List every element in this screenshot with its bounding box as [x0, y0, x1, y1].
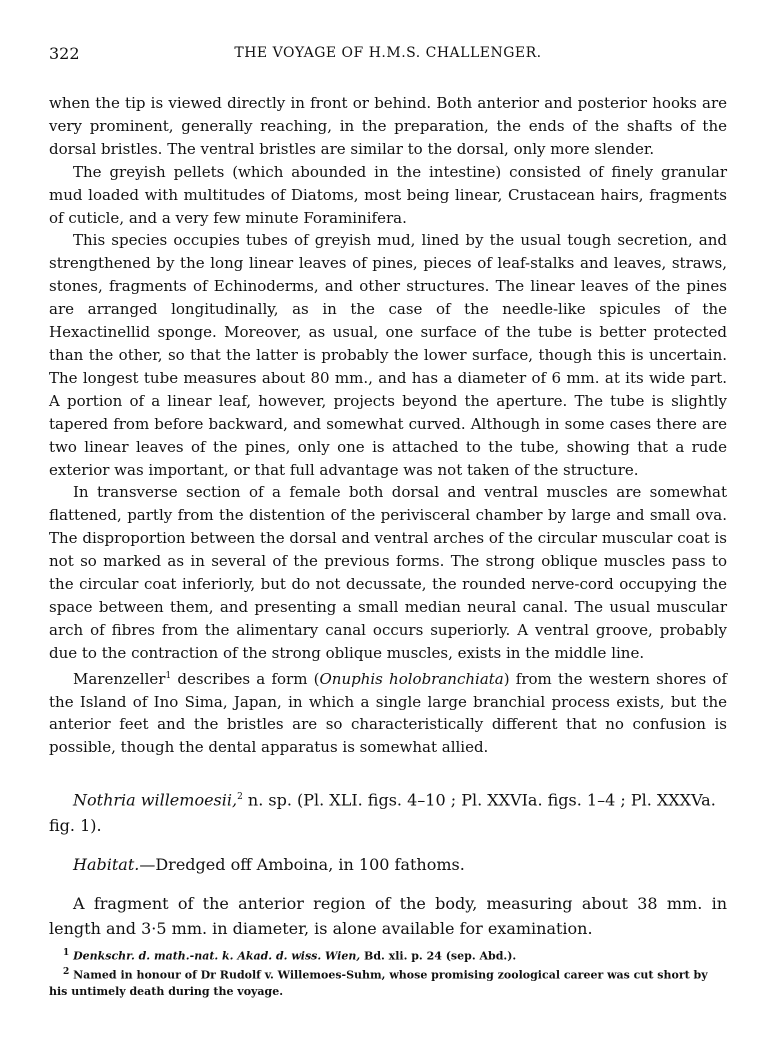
footnote-ref-1: 1: [165, 670, 172, 681]
footnote-source: Denkschr. d. math.-nat. k. Akad. d. wiss. Wien,: [73, 949, 361, 963]
running-title: THE VOYAGE OF H.M.S. CHALLENGER.: [234, 45, 542, 61]
paragraph-marenzeller: [49, 665, 727, 760]
habitat-text: —Dredged off Amboina, in 100 fathoms.: [139, 854, 465, 874]
species-description: A fragment of the anterior region of the body, measuring about 38 mm. in length and 3·5 mm. in diameter, is alone available for examination.: [49, 893, 727, 938]
paragraph-tubes: This species occupies tubes of greyish mud, lined by the usual tough secretion, and strengthened by the long linear leaves of pines, pieces of leaf-stalks and leaves, straws, stones, fragments of Echinoderms, and other structures. The linear leaves of the pines are arranged longitudinally, as in the case of the needle-like spicules of the Hexactinellid sponge. Moreover, as usual, one surface of the tube is better protected than the other, so that the latter is probably the lower surface, though this is uncertain. The longest tube measures about 80 mm., and has a diameter of 6 mm. at its wide part. A portion of a linear leaf, however, projects beyond the aperture. The tube is slightly tapered from before backward, and somewhat curved. Although in some cases there are two linear leaves of the pines, only one is attached to the tube, showing that a rude exterior was important, or that full advantage was not taken of the structure.: [49, 231, 727, 479]
habitat-line: [49, 852, 727, 877]
footnote-text: Bd. xli. p. 24 (sep. Abd.).: [360, 949, 517, 963]
page-header: [49, 44, 727, 66]
paragraph-text: ) from the western shores of the Island of Ino Sima, Japan, in which a single large branchial process exists, but the anterior feet and the bristles are so characteristically different that no confusion is possible, though the dental apparatus is somewhat allied.: [49, 669, 727, 757]
body-text: [49, 92, 727, 759]
habitat-label: Habitat.: [73, 854, 140, 874]
paragraph-continuation: when the tip is viewed directly in front or behind. Both anterior and posterior hooks are very prominent, generally reaching, in the preparation, the ends of the shafts of the dorsal bristles. The ventral bristles are similar to the dorsal, only more slender.: [49, 94, 727, 158]
species-heading: [49, 785, 727, 837]
page: [49, 44, 727, 1000]
paragraph-pellets: The greyish pellets (which abounded in the intestine) consisted of finely granular mud loaded with multitudes of Diatoms, most being linear, Crustacean hairs, fragments of cuticle, and a very few minute Foraminifera.: [49, 162, 727, 227]
footnote-2: [49, 964, 727, 1000]
footnote-mark-2: 2: [63, 967, 70, 978]
species-section: [49, 785, 727, 940]
paragraph-transverse-section: In transverse section of a female both dorsal and ventral muscles are somewhat flattened, partly from the distention of the perivisceral chamber by large and small ova. The disproportion between the dorsal and ventral arches of the circular muscular coat is not so marked as in several of the previous forms. The strong oblique muscles pass to the circular coat inferiorly, but do not decussate, the rounded nerve-cord occupying the space between them, and presenting a small median neural canal. The usual muscular arch of fibres from the alimentary canal occurs superiorly. A ventral groove, probably due to the contraction of the strong oblique muscles, exists in the middle line.: [49, 483, 727, 662]
footnote-ref-2: 2: [237, 792, 243, 803]
plate-references: n. sp. (Pl. XLI. figs. 4–10 ; Pl. XXVIa. figs. 1–4 ; Pl. XXXVa. fig. 1).: [49, 790, 716, 835]
footnote-mark-1: 1: [63, 947, 70, 958]
footnotes: [49, 945, 727, 1000]
species-name-italic: Onuphis holobranchiata: [319, 669, 504, 688]
footnote-text: Named in honour of Dr Rudolf v. Willemoes-Suhm, whose promising zoological career was cut short by his untimely death during the voyage.: [49, 968, 708, 998]
species-name: Nothria willemoesii,: [73, 790, 238, 810]
page-number: 322: [49, 44, 80, 63]
paragraph-text: describes a form (: [171, 669, 320, 688]
author-name: Marenzeller: [73, 669, 166, 688]
footnote-1: [49, 945, 727, 965]
